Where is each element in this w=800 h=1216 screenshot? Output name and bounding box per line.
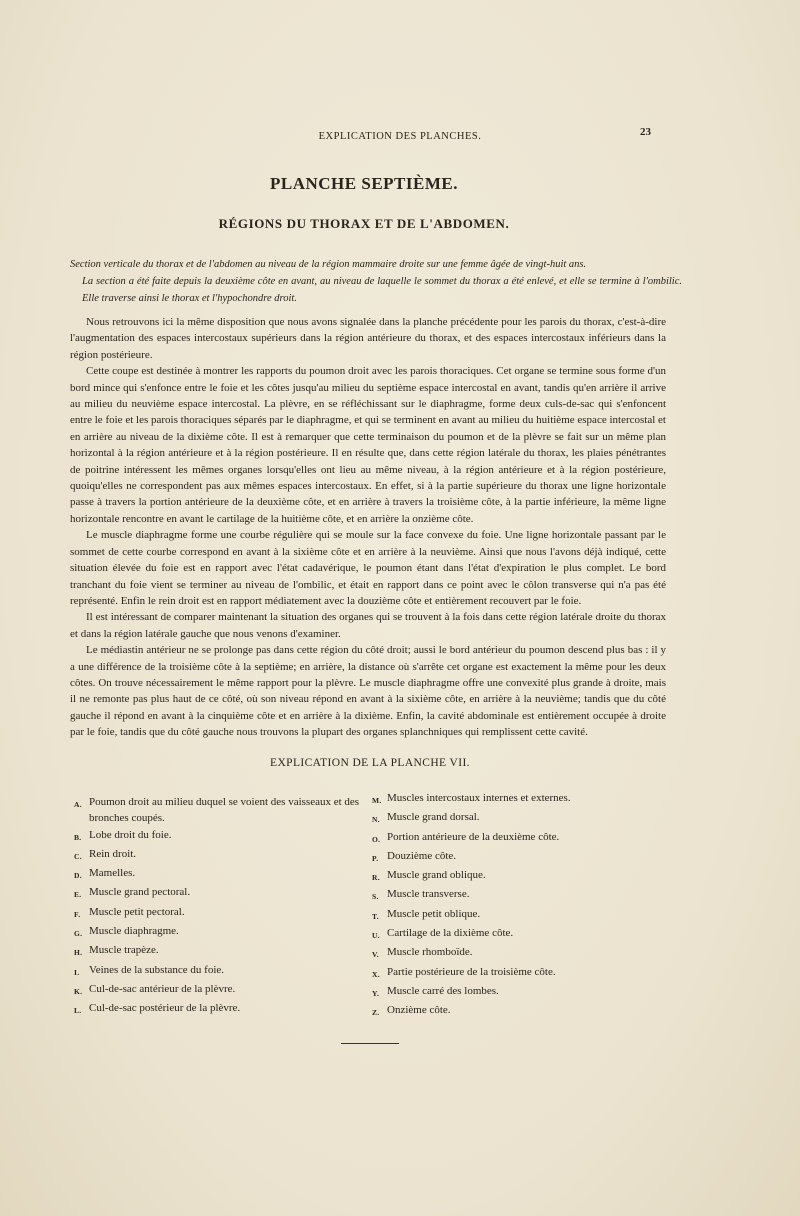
legend-item [74,1000,366,1019]
legend-key: F. [74,909,81,919]
section-caption [70,256,682,307]
legend-key: U. [372,931,380,941]
legend-item [372,790,672,809]
legend-text: Muscles intercostaux internes et externes. [387,792,571,804]
paragraph: Le médiastin antérieur ne se prolonge pas dans cette région du côté droit; aussi le bord antérieur du poumon descend plus bas : il y a une différence de la troisième côte à la septième; en arrière, la distance où s'arrête cet organe est exactement la même pour les deux côtes. On trouve nécessairement le même rapport pour la plèvre. Le muscle diaphragme offre une convexité plus grande à droite, mais il ne remonte pas plus haut de ce côté, où son niveau répond en avant à la sixième côte, en arrière à la neuvième; tandis que du côté gauche il répond en avant à la cinquième côte et en arrière à la dixième. Enfin, la cavité abdominale est entièrement occupée à droite par le foie, tandis que du côté gauche nous trouvons la plupart des organes splanchniques qui remplissent cette cavité. [70,644,666,739]
legend-item [74,923,366,942]
legend-key: Z. [372,1008,380,1018]
legend-item [74,846,366,865]
page-number: 23 [640,126,651,138]
legend-item [372,1002,672,1021]
legend-item [74,904,366,923]
legend-item [74,865,366,884]
legend-text: Cartilage de la dixième côte. [387,927,514,940]
legend-text: Muscle diaphragme. [89,925,179,938]
legend-key: P. [372,853,379,863]
legend-item [372,906,672,925]
legend-text: Muscle grand dorsal. [387,811,480,824]
legend-text: Cul-de-sac postérieur de la plèvre. [89,1002,241,1015]
legend-key: H. [74,948,83,958]
legend-key: X. [372,969,380,979]
legend-left-column [74,794,366,1020]
caption-line: La section a été faite depuis la deuxième côte en avant, au niveau de laquelle le sommet du thorax a été enlevé, et elle se termine à l'ombilic. Elle traverse ainsi le thorax et l'hypochondre droit. [82,276,682,304]
legend-item [372,944,672,963]
legend-key: M. [372,796,382,805]
running-head: EXPLICATION DES PLANCHES. [318,131,482,142]
legend-item [372,983,672,1002]
legend-text: Poumon droit au milieu duquel se voient des vaisseaux et des bronches coupés. [89,796,360,825]
legend-right-column [372,790,672,1022]
subject-title: RÉGIONS DU THORAX ET DE L'ABDOMEN. [218,216,510,231]
closing-rule [341,1043,399,1044]
legend-key: D. [74,871,82,881]
legend-text: Muscle rhomboïde. [387,946,473,959]
legend-text: Muscle petit oblique. [387,907,481,920]
legend-item [372,829,672,848]
legend-item [372,964,672,983]
plate-title: PLANCHE SEPTIÈME. [270,174,458,193]
legend-text: Onzième côte. [387,1004,451,1017]
legend-text: Douzième côte. [387,849,457,862]
legend-text: Rein droit. [89,847,137,860]
legend-key: I. [74,967,80,977]
legend-key: S. [372,892,379,902]
legend-text: Muscle petit pectoral. [89,905,185,918]
legend-key: O. [372,834,381,844]
legend-key: B. [74,832,82,842]
legend-item [74,884,366,903]
paragraph: Le muscle diaphragme forme une courbe régulière qui se moule sur la face convexe du foie. Une ligne horizontale passant par le sommet de cette courbe correspond en avant à la sixième côte et en arrière à la neuvième. Ainsi que nous l'avons déjà indiqué, cette situation élevée du foie est en rapport avec l'état cadavérique, le poumon étant dans l'état d'expiration le plus complet. Le bord tranchant du foie vient se terminer au niveau de l'ombilic, et était en rapport dans ce point avec le côlon transverse qui n'a pas été représenté. Enfin le rein droit est en rapport médiatement avec la douzième côte et entièrement recouvert par le foie. [70,529,666,607]
legend-item [74,981,366,1000]
legend-item [372,925,672,944]
legend-item [74,942,366,961]
legend-key: V. [372,950,379,960]
paragraph: Nous retrouvons ici la même disposition que nous avons signalée dans la planche précédente pour les parois du thorax, c'est-à-dire l'augmentation des espaces intercostaux supérieurs dans la région antérieure du thorax, et des espaces intercostaux inférieurs dans la région postérieure. [70,316,666,361]
legend-text: Cul-de-sac antérieur de la plèvre. [89,982,236,995]
legend-item [372,886,672,905]
legend-key: N. [372,815,380,825]
legend-text: Muscle carré des lombes. [387,984,499,997]
legend-key: C. [74,851,82,861]
legend-text: Muscle trapèze. [89,944,159,957]
legend-item [372,867,672,886]
legend-item [372,848,672,867]
legend-key: L. [74,1006,82,1016]
legend-item [74,962,366,981]
legend-key: G. [74,929,83,939]
legend-key: T. [372,911,379,921]
legend-item [372,809,672,828]
legend-key: Y. [372,988,380,998]
legend-text: Mamelles. [89,867,136,880]
legend-key: K. [74,986,83,996]
legend-key: R. [372,873,380,883]
explication-title: EXPLICATION DE LA PLANCHE VII. [270,757,470,769]
body-text [70,314,666,741]
legend-key: A. [74,800,82,809]
paragraph: Cette coupe est destinée à montrer les rapports du poumon droit avec les parois thoraciques. Cet organe se termine sous forme d'un bord mince qui s'enfonce entre le foie et les côtes jusqu'au milieu du septième espace intercostal en avant, tandis qu'en arrière il arrive au milieu du neuvième espace intercostal. La plèvre, en se réfléchissant sur le diaphragme, forme deux culs-de-sac qui s'enfoncent entre le foie et les parois thoraciques séparés par le diaphragme, et qui se terminent en avant au milieu du huitième espace intercostal et en arrière au niveau de la dixième côte. Il est à remarquer que cette terminaison du poumon et de la plèvre se fait sur un même plan horizontal à la région antérieure et à la région postérieure. Il en résulte que, dans cette région latérale du thorax, les plaies pénétrantes de poitrine intéressent les mêmes organes lorsqu'elles ont lieu au même niveau, à la région antérieure et à la région postérieure, quoiqu'elles ne correspondent pas aux mêmes espaces intercostaux. En effet, si à la partie supérieure du thorax une ligne horizontale passe à travers la portion antérieure de la deuxième côte, et en arrière à travers la troisième côte, à la partie inférieure, la même ligne horizontale rencontre en avant le cartilage de la huitième côte, et en arrière la onzième côte. [70,365,666,525]
paragraph: Il est intéressant de comparer maintenant la situation des organes qui se trouvent à la fois dans cette région latérale droite du thorax et dans la région latérale gauche que nous venons d'examiner. [70,611,666,640]
legend-text: Muscle grand oblique. [387,869,486,882]
legend-item [74,794,366,827]
legend-text: Portion antérieure de la deuxième côte. [387,830,560,843]
caption-line: Section verticale du thorax et de l'abdomen au niveau de la région mammaire droite sur une femme âgée de vingt-huit ans. [70,259,587,270]
legend-text: Muscle grand pectoral. [89,886,191,899]
legend-text: Lobe droit du foie. [89,828,172,841]
legend-text: Partie postérieure de la troisième côte. [387,965,556,978]
legend-text: Muscle transverse. [387,888,470,901]
legend-item [74,827,366,846]
legend-key: E. [74,890,82,900]
legend-text: Veines de la substance du foie. [89,963,225,976]
